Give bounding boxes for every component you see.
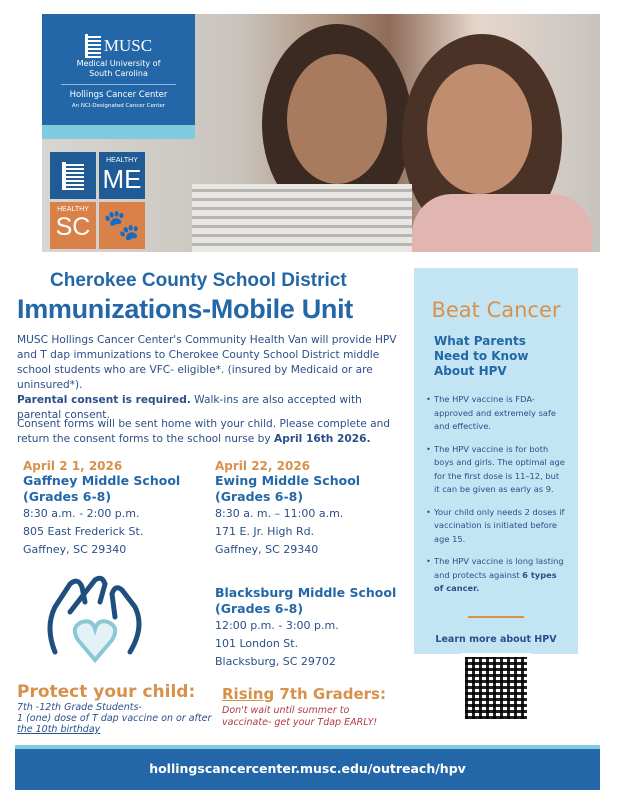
rising-heading: 7th Graders: (274, 685, 386, 703)
event-street: 171 E. Jr. High Rd. (215, 525, 315, 538)
clemson-paw-icon: 🐾 (99, 202, 145, 249)
hpv-facts-list (414, 393, 578, 596)
forms-paragraph: Consent forms will be sent home with your child. Please complete and return the consent forms to the school nurse by (17, 418, 391, 445)
bullet-text: The HPV vaccine is long lasting and protects against (434, 556, 564, 580)
consent-required: Parental consent is required. (17, 394, 191, 406)
rising-line: vaccinate- get your Tdap EARLY! (222, 717, 378, 728)
footer-url-link[interactable]: hollingscancercenter.musc.edu/outreach/hpv (149, 761, 466, 776)
event-gaffney (23, 459, 180, 559)
hands-heart-icon (40, 572, 150, 667)
musc-logo (42, 14, 195, 125)
learn-more-label: Learn more about HPV (435, 633, 557, 645)
event-grades: (Grades 6-8) (215, 489, 304, 504)
event-blacksburg (215, 585, 396, 671)
rising-heading-underlined: Rising (222, 685, 275, 703)
forms-text (17, 417, 407, 447)
healthy-me-tile (99, 152, 145, 199)
logo-tagline: An NCI-Designated Cancer Center (71, 103, 166, 109)
building-icon (85, 34, 101, 58)
building-icon (62, 162, 84, 190)
event-street: 101 London St. (215, 637, 299, 650)
rising-section (222, 685, 386, 729)
musc-building-tile (50, 152, 96, 199)
healthy-me-big: ME (102, 164, 142, 194)
list-item (434, 555, 566, 596)
healthy-sc-big: SC (55, 213, 91, 241)
rising-line: Don't wait until summer to (222, 705, 350, 716)
event-school: Ewing Middle School (215, 473, 361, 488)
sidebar-subtitle: What Parents Need to Know About HPV (434, 334, 529, 378)
hpv-sidebar (414, 268, 578, 654)
main-title: Immunizations-Mobile Unit (17, 294, 353, 324)
qr-code[interactable] (461, 653, 531, 723)
intro-paragraph: MUSC Hollings Cancer Center's Community Health Van will provide HPV and T dap immunizations to Cherokee County School District middle school students who are VFC- eligible*. (insured by Medicaid or are uninsured*). (17, 334, 397, 391)
protect-section (17, 682, 211, 735)
event-grades: (Grades 6-8) (215, 601, 304, 616)
accent-strip (42, 125, 195, 139)
list-item: • Your child only needs 2 doses if vaccination is initiated before age 15. (434, 506, 566, 547)
event-ewing (215, 459, 360, 559)
footer-bar (15, 745, 600, 790)
logo-university: Medical University of South Carolina (76, 59, 161, 78)
protect-line: 7th -12th Grade Students- (17, 702, 142, 713)
divider (468, 616, 524, 618)
intro-text (17, 333, 407, 423)
protect-line: the 10th birthday (17, 724, 101, 735)
list-item: • The HPV vaccine is FDA-approved and extremely safe and effective. (434, 393, 566, 434)
list-item: • The HPV vaccine is for both boys and girls. The optimal age for the first dose is 11–12, but it can be given as early as 9. (434, 443, 566, 497)
event-school: Blacksburg Middle School (215, 585, 397, 600)
bullet-bold: 6 types of cancer. (434, 569, 557, 593)
protect-heading: Protect your child: (17, 682, 196, 702)
event-date: April 22, 2026 (215, 459, 311, 473)
event-city: Gaffney, SC 29340 (23, 543, 127, 556)
event-date: April 2 1, 2026 (23, 459, 123, 473)
district-title: Cherokee County School District (50, 270, 347, 291)
event-city: Blacksburg, SC 29702 (215, 655, 336, 668)
healthy-me-label: HEALTHY (106, 157, 138, 164)
healthy-sc-label: HEALTHY (57, 206, 89, 213)
forms-deadline: April 16th 2026. (274, 433, 371, 445)
event-city: Gaffney, SC 29340 (215, 543, 319, 556)
event-time: 8:30 a.m. - 2:00 p.m. (23, 507, 140, 520)
walkins-note: Walk-ins are also accepted with parental consent. (17, 394, 362, 421)
logo-brand: MUSC (103, 36, 153, 55)
healthy-sc-tile (50, 202, 96, 249)
protect-line: 1 (one) dose of T dap vaccine on or after (17, 713, 212, 724)
event-time: 12:00 p.m. - 3:00 p.m. (215, 619, 339, 632)
event-grades: (Grades 6-8) (23, 489, 112, 504)
event-street: 805 East Frederick St. (23, 525, 144, 538)
logo-center: Hollings Cancer Center (69, 90, 168, 100)
event-time: 8:30 a. m. – 11:00 a.m. (215, 507, 344, 520)
event-school: Gaffney Middle School (23, 473, 181, 488)
sidebar-title: Beat Cancer (431, 298, 561, 322)
